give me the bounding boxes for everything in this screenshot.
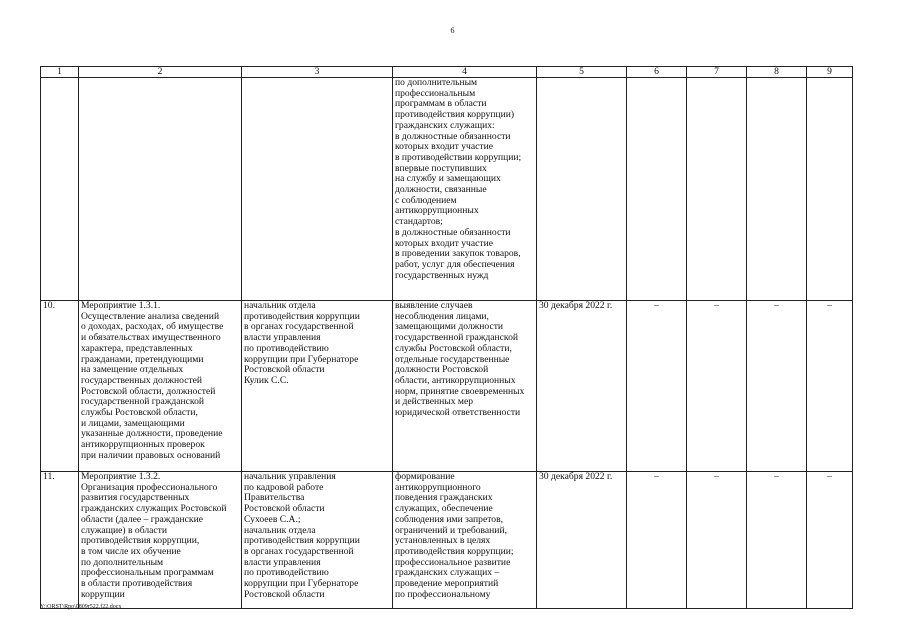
event-description-line: государственных должностей — [81, 375, 203, 386]
plan-table — [40, 66, 853, 609]
expected-result-line: установленных в целях — [395, 536, 491, 547]
expected-result-line: которых входит участие — [395, 238, 493, 249]
expected-result — [393, 301, 537, 472]
expected-result-line: гражданских служащих – — [395, 568, 500, 579]
header-col-1: 1 — [41, 67, 79, 78]
executor-line: начальник управления — [244, 472, 336, 482]
col-9-value: – — [807, 301, 853, 472]
col-9-value — [807, 78, 853, 301]
executor-line: Ростовской области — [244, 365, 325, 376]
expected-result-line: которых входит участие — [395, 142, 493, 153]
executor-line: Кулик С.С. — [244, 375, 289, 386]
event-description-line: Мероприятие 1.3.2. — [81, 472, 161, 482]
header-col-3: 3 — [242, 67, 393, 78]
expected-result-line: поведения гражданских — [395, 493, 493, 504]
table-row — [41, 301, 853, 472]
expected-result-line: должности Ростовской — [395, 365, 489, 376]
event-description-line: службы Ростовской области, — [81, 408, 198, 419]
deadline: 30 декабря 2022 г. — [537, 472, 627, 609]
event-description-line: профессиональным программам — [81, 568, 214, 579]
expected-result-line: с соблюдением — [395, 195, 457, 206]
executor-line: коррупции при Губернаторе — [244, 354, 359, 365]
expected-result-line: по профессиональному — [395, 589, 491, 600]
expected-result-line: проведение мероприятий — [395, 579, 499, 590]
row-number: 11. — [41, 472, 79, 609]
event-description-line: на замещение отдельных — [81, 365, 184, 376]
event-description-line: антикоррупционных проверок — [81, 440, 205, 451]
expected-result-line: профессиональное развитие — [395, 557, 511, 568]
executor-line: власти управления — [244, 333, 321, 344]
expected-result-line: работ, услуг для обеспечения — [395, 259, 515, 270]
expected-result — [393, 472, 537, 609]
col-8-value: – — [747, 301, 807, 472]
expected-result-line: должности, связанные — [395, 185, 487, 196]
deadline: 30 декабря 2022 г. — [537, 301, 627, 472]
executor-line: Сухоеев С.А.; — [244, 514, 301, 525]
expected-result-line: программам в области — [395, 99, 487, 110]
expected-result-line: в проведении закупок товаров, — [395, 249, 521, 260]
expected-result-line: выявление случаев — [395, 301, 473, 311]
col-6-value — [627, 78, 687, 301]
event-description — [79, 301, 242, 472]
header-col-2: 2 — [79, 67, 242, 78]
executor-line: противодействия коррупции — [244, 311, 360, 322]
executor-line: в органах государственной — [244, 322, 354, 333]
header-col-6: 6 — [627, 67, 687, 78]
deadline — [537, 78, 627, 301]
col-9-value: – — [807, 472, 853, 609]
event-description — [79, 78, 242, 301]
executor-line: Ростовской области — [244, 504, 325, 515]
header-col-8: 8 — [747, 67, 807, 78]
event-description-line: и лицами, замещающими — [81, 418, 185, 429]
event-description-line: государственной гражданской — [81, 397, 205, 408]
event-description-line: Организация профессионального — [81, 482, 218, 493]
col-8-value — [747, 78, 807, 301]
event-description-line: и обязательствах имущественного — [81, 333, 221, 344]
expected-result-line: по дополнительным — [395, 78, 478, 88]
expected-result-line: государственных нужд — [395, 270, 489, 281]
table-row — [41, 472, 853, 609]
expected-result-line: замещающими должности — [395, 322, 504, 333]
event-description-line: Ростовской области, должностей — [81, 386, 216, 397]
header-row — [41, 67, 853, 78]
header-col-7: 7 — [687, 67, 747, 78]
expected-result — [393, 78, 537, 301]
expected-result-line: в должностные обязанности — [395, 227, 511, 238]
executor-line: по противодействию — [244, 343, 329, 354]
expected-result-line: области, антикоррупционных — [395, 375, 516, 386]
col-8-value: – — [747, 472, 807, 609]
event-description-line: области (далее – гражданские — [81, 514, 203, 525]
col-7-value: – — [687, 301, 747, 472]
expected-result-line: антикоррупционного — [395, 482, 481, 493]
expected-result-line: отдельные государственные — [395, 354, 510, 365]
executor-line: Правительства — [244, 493, 305, 504]
expected-result-line: соблюдения ими запретов, — [395, 514, 504, 525]
event-description-line: коррупции — [81, 589, 125, 600]
expected-result-line: на службу и замещающих — [395, 174, 501, 185]
executor-line: коррупции при Губернаторе — [244, 579, 359, 590]
event-description-line: Мероприятие 1.3.1. — [81, 301, 161, 311]
executor-line: начальник отдела — [244, 525, 316, 536]
event-description-line: в области противодействия — [81, 579, 193, 590]
expected-result-line: противодействия коррупции; — [395, 546, 514, 557]
event-description-line: гражданами, претендующими — [81, 354, 204, 365]
expected-result-line: формирование — [395, 472, 455, 482]
executor-line: по кадровой работе — [244, 482, 324, 493]
table-row — [41, 78, 853, 301]
expected-result-line: в должностные обязанности — [395, 131, 511, 142]
expected-result-line: юридической ответственности — [395, 408, 521, 419]
executor-line: власти управления — [244, 557, 321, 568]
header-col-4: 4 — [393, 67, 537, 78]
expected-result-line: гражданских служащих: — [395, 120, 495, 131]
event-description-line: по дополнительным — [81, 557, 164, 568]
executor-line: противодействия коррупции — [244, 536, 360, 547]
header-col-9: 9 — [807, 67, 853, 78]
col-6-value: – — [627, 472, 687, 609]
expected-result-line: профессиональным — [395, 88, 476, 99]
file-path-footer: Y:\ORST\Rpo\0809r522.f22.docx — [40, 604, 122, 610]
expected-result-line: несоблюдения лицами, — [395, 311, 489, 322]
event-description-line: о доходах, расходах, об имуществе — [81, 322, 224, 333]
event-description-line: противодействия коррупции, — [81, 536, 200, 547]
executor — [242, 472, 393, 609]
expected-result-line: противодействия коррупции) — [395, 110, 515, 121]
event-description-line: в том числе их обучение — [81, 546, 181, 557]
event-description-line: характера, представленных — [81, 343, 193, 354]
expected-result-line: впервые поступивших — [395, 163, 487, 174]
event-description-line: Осуществление анализа сведений — [81, 311, 220, 322]
event-description-line: при наличии правовых оснований — [81, 450, 221, 461]
expected-result-line: норм, принятие своевременных — [395, 386, 525, 397]
event-description-line: развития государственных — [81, 493, 190, 504]
expected-result-line: и действенных мер — [395, 397, 474, 408]
expected-result-line: службы Ростовской области, — [395, 343, 512, 354]
expected-result-line: антикоррупционных — [395, 206, 479, 217]
event-description-line: гражданских служащих Ростовской — [81, 504, 227, 515]
row-number: 10. — [41, 301, 79, 472]
col-6-value: – — [627, 301, 687, 472]
event-description — [79, 472, 242, 609]
expected-result-line: служащих, обеспечение — [395, 504, 493, 515]
expected-result-line: стандартов; — [395, 217, 443, 228]
expected-result-line: государственной гражданской — [395, 333, 519, 344]
executor — [242, 301, 393, 472]
row-number — [41, 78, 79, 301]
executor-line: Ростовской области — [244, 589, 325, 600]
executor-line: в органах государственной — [244, 546, 354, 557]
expected-result-line: в противодействии коррупции; — [395, 152, 522, 163]
executor-line: по противодействию — [244, 568, 329, 579]
col-7-value — [687, 78, 747, 301]
expected-result-line: ограничений и требований, — [395, 525, 507, 536]
header-col-5: 5 — [537, 67, 627, 78]
executor — [242, 78, 393, 301]
col-7-value: – — [687, 472, 747, 609]
executor-line: начальник отдела — [244, 301, 316, 311]
event-description-line: служащие) в области — [81, 525, 167, 536]
page-number: 6 — [450, 26, 455, 35]
event-description-line: указанные должности, проведение — [81, 429, 223, 440]
